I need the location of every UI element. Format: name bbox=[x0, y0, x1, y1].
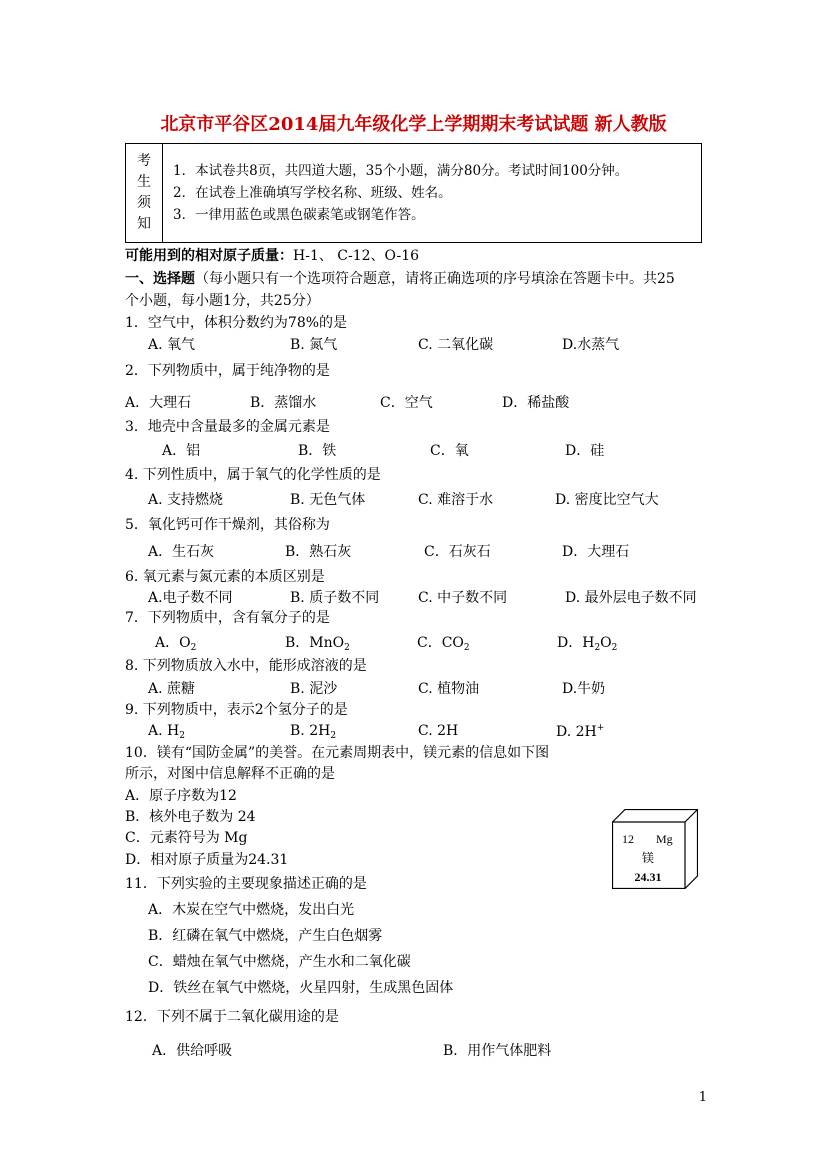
q7-d-formula-mid: O bbox=[600, 635, 612, 651]
q5-option-c: C．石灰石 bbox=[424, 544, 491, 560]
question-5-stem: 5．氧化钙可作干燥剂，其俗称为 bbox=[125, 517, 330, 533]
q9-d-superscript: + bbox=[596, 723, 605, 733]
q9-option-c: C. 2H bbox=[418, 723, 459, 739]
q2-option-b: B．蒸馏水 bbox=[250, 395, 317, 411]
q10-option-c: C．元素符号为 Mg bbox=[125, 830, 248, 846]
q9-b-formula: B. 2H bbox=[290, 723, 331, 739]
q5-option-d: D．大理石 bbox=[562, 544, 630, 560]
q1-option-a: A. 氧气 bbox=[148, 337, 196, 353]
q6-option-b: B. 质子数不同 bbox=[290, 590, 380, 606]
section-description: （每小题只有一个选项符合题意，请将正确选项的序号填涂在答题卡中。共25 bbox=[195, 271, 675, 287]
question-2-stem: 2．下列物质中，属于纯净物的是 bbox=[125, 363, 330, 379]
q5-option-b: B．熟石灰 bbox=[285, 544, 352, 560]
page-title: 北京市平谷区2014届九年级化学上学期期末考试试题 新人教版 bbox=[160, 114, 667, 135]
cell-atomic-number: 12 bbox=[622, 832, 634, 846]
notice-item: 2．在试卷上准确填写学校名称、班级、姓名。 bbox=[173, 185, 452, 201]
notice-label-char: 考 bbox=[137, 153, 151, 169]
question-4-stem: 4. 下列性质中，属于氧气的化学性质的是 bbox=[125, 467, 381, 483]
q9-d-formula: D. 2H bbox=[556, 724, 597, 740]
q9-a-subscript: 2 bbox=[179, 731, 185, 741]
q6-option-d: D. 最外层电子数不同 bbox=[565, 590, 697, 606]
cell-atomic-mass: 24.31 bbox=[634, 870, 662, 884]
q8-option-b: B. 泥沙 bbox=[290, 681, 338, 697]
question-12-stem: 12．下列不属于二氧化碳用途的是 bbox=[125, 1009, 339, 1025]
section-description-cont: 个小题，每小题1分，共25分） bbox=[125, 293, 320, 309]
q4-option-d: D. 密度比空气大 bbox=[555, 492, 659, 508]
q1-option-b: B. 氮气 bbox=[290, 337, 338, 353]
q6-option-c: C. 中子数不同 bbox=[418, 590, 508, 606]
q7-d-formula: D．H bbox=[557, 635, 595, 651]
q9-b-subscript: 2 bbox=[330, 731, 337, 741]
q7-a-subscript: 2 bbox=[190, 643, 197, 653]
q12-option-a: A．供给呼吸 bbox=[152, 1043, 233, 1059]
notice-label-char: 须 bbox=[137, 195, 151, 211]
q4-option-a: A. 支持燃烧 bbox=[148, 492, 224, 508]
q7-a-formula: A．O bbox=[155, 635, 191, 651]
question-1-stem: 1．空气中，体积分数约为78%的是 bbox=[125, 315, 348, 331]
question-3-stem: 3．地壳中含量最多的金属元素是 bbox=[125, 419, 330, 435]
q10-option-a: A．原子序数为12 bbox=[125, 788, 237, 804]
q7-c-subscript: 2 bbox=[463, 643, 470, 653]
periodic-cell-3d-box bbox=[612, 809, 698, 889]
q8-option-a: A. 蔗糖 bbox=[148, 681, 196, 697]
q7-b-subscript: 2 bbox=[344, 643, 350, 653]
q10-option-b: B．核外电子数为 24 bbox=[125, 809, 256, 825]
q3-option-b: B．铁 bbox=[298, 443, 337, 459]
q7-d-subscript: 2 bbox=[594, 643, 601, 653]
q4-option-c: C. 难溶于水 bbox=[418, 492, 494, 508]
cell-element-name: 镁 bbox=[641, 851, 655, 865]
q11-option-b: B．红磷在氧气中燃烧，产生白色烟雾 bbox=[148, 928, 383, 944]
atomic-mass-label: 可能用到的相对原子质量： bbox=[125, 248, 293, 264]
q9-option-b bbox=[290, 723, 336, 741]
q3-option-d: D．硅 bbox=[565, 443, 605, 459]
q2-option-c: C．空气 bbox=[380, 395, 433, 411]
q11-option-d: D．铁丝在氧气中燃烧，火星四射，生成黑色固体 bbox=[148, 980, 454, 996]
q3-option-a: A．铝 bbox=[162, 443, 201, 459]
question-11-stem: 11．下列实验的主要现象描述正确的是 bbox=[125, 876, 367, 892]
question-9-stem: 9. 下列物质中，表示2个氢分子的是 bbox=[125, 702, 348, 718]
q7-b-formula: B．MnO bbox=[285, 635, 345, 651]
q6-option-a: A.电子数不同 bbox=[148, 590, 233, 606]
question-10-stem: 10．镁有“国防金属”的美誉。在元素周期表中，镁元素的信息如下图 bbox=[125, 745, 550, 761]
q7-c-formula: C．CO bbox=[417, 635, 464, 651]
q4-option-b: B. 无色气体 bbox=[290, 492, 366, 508]
atomic-mass-line bbox=[125, 245, 419, 265]
q2-option-a: A．大理石 bbox=[125, 395, 192, 411]
cell-element-symbol: Mg bbox=[656, 832, 673, 846]
q7-option-d bbox=[557, 632, 617, 653]
q11-option-c: C．蜡烛在氧气中燃烧，产生水和二氧化碳 bbox=[148, 954, 411, 970]
q11-option-a: A．木炭在空气中燃烧，发出白光 bbox=[148, 902, 355, 918]
q8-option-d: D.牛奶 bbox=[562, 681, 606, 697]
q7-option-a bbox=[155, 632, 196, 653]
q7-d-subscript: 2 bbox=[611, 643, 618, 653]
periodic-table-cell-figure bbox=[612, 809, 698, 889]
q3-option-c: C．氧 bbox=[430, 443, 469, 459]
page-number: 1 bbox=[698, 1090, 707, 1105]
notice-label-char: 知 bbox=[137, 216, 151, 232]
notice-label-char: 生 bbox=[137, 174, 151, 190]
exam-notice-box bbox=[125, 143, 702, 243]
q9-a-formula: A. H bbox=[148, 723, 180, 739]
q12-option-b: B．用作气体肥料 bbox=[443, 1043, 552, 1059]
q10-option-d: D．相对原子质量为24.31 bbox=[125, 852, 289, 868]
q1-option-c: C. 二氧化碳 bbox=[418, 337, 494, 353]
q9-option-a bbox=[148, 723, 185, 741]
question-7-stem: 7．下列物质中，含有氧分子的是 bbox=[125, 610, 330, 626]
section-heading: 一、选择题 bbox=[125, 271, 195, 287]
q1-option-d: D.水蒸气 bbox=[562, 337, 620, 353]
q7-option-b bbox=[285, 632, 350, 653]
notice-item: 1．本试卷共8页，共四道大题，35个小题，满分80分。考试时间100分钟。 bbox=[173, 163, 629, 179]
question-10-stem-cont: 所示，对图中信息解释不正确的是 bbox=[125, 766, 335, 782]
q7-option-c bbox=[417, 632, 470, 653]
question-6-stem: 6. 氧元素与氮元素的本质区别是 bbox=[125, 569, 325, 585]
question-8-stem: 8. 下列物质放入水中，能形成溶液的是 bbox=[125, 658, 367, 674]
q5-option-a: A．生石灰 bbox=[148, 544, 215, 560]
q9-option-d bbox=[556, 723, 604, 740]
section-heading-line bbox=[125, 268, 675, 288]
q8-option-c: C. 植物油 bbox=[418, 681, 480, 697]
atomic-mass-values: H-1、 C-12、O-16 bbox=[293, 248, 420, 264]
notice-items bbox=[173, 160, 628, 226]
q2-option-d: D．稀盐酸 bbox=[502, 395, 570, 411]
notice-item: 3．一律用蓝色或黑色碳素笔或钢笔作答。 bbox=[173, 207, 425, 223]
notice-label bbox=[126, 144, 163, 242]
